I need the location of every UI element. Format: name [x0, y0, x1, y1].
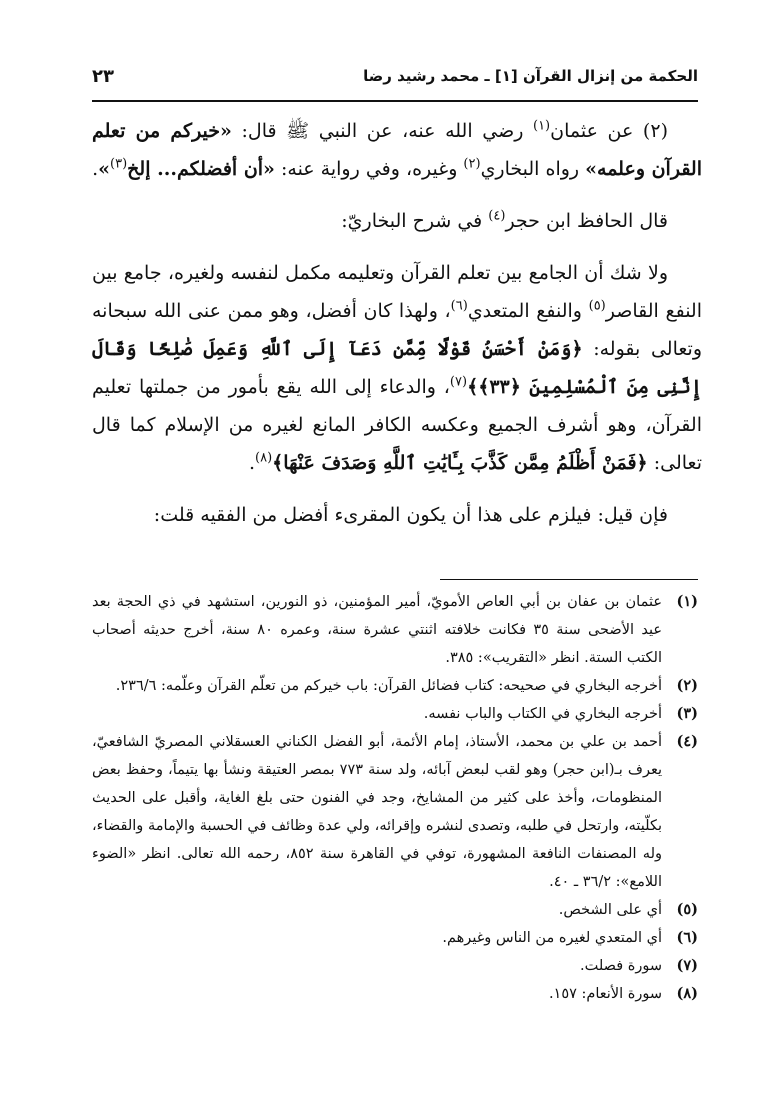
running-title: الحكمة من إنزال القرآن [١] ـ محمد رشيد رضا: [363, 67, 698, 85]
footnote-number: (٥): [676, 901, 698, 918]
footnote-ref: (٥): [588, 298, 606, 314]
footnotes: [92, 588, 698, 1008]
footnote-number: (٧): [676, 957, 698, 974]
quran-verse: ﴿فَمَنْ أَظْلَمُ مِمَّن كَذَّبَ بِـَٔايَٰتِ ٱللَّهِ وَصَدَفَ عَنْهَا﴾: [272, 452, 648, 474]
text-run: رواه البخاري: [480, 158, 586, 180]
footnote-divider: [440, 579, 698, 580]
footnote-text: سورة فصلت.: [579, 958, 662, 974]
footnote-text: أخرجه البخاري في صحيحه: كتاب فضائل القرآن: باب خيركم من تعلّم القرآن وعلّمه: ٢٣٦/٦.: [115, 678, 662, 694]
text-run: .: [248, 452, 255, 474]
footnote: [92, 896, 698, 924]
footnote: [92, 672, 698, 700]
footnote-ref: (٧): [449, 374, 468, 390]
text-run: ، ولهذا كان أفضل، وهو ممن عنى الله سبحانه وتعالى بقوله:: [92, 300, 702, 360]
footnote-text: عثمان بن عفان بن أبي العاص الأمويّ، أمير المؤمنين، ذو النورين، استشهد في ذي الحجة بعد عيد الأضحى سنة ٣٥ فكانت خلافته اثنتي عشرة سنة، وعمره ٨٠ سنة، أخرج حديثه أصحاب الكتب الستة. انظر «التقريب»: ٣٨٥.: [92, 594, 662, 666]
hadith-quote: «خيركم من تعلم القرآن وعلمه»: [92, 120, 702, 180]
text-run: فإن قيل: فيلزم على هذا أن يكون المقرىء أفضل من الفقيه قلت:: [153, 504, 668, 526]
text-run: ، والدعاء إلى الله يقع بأمور من جملتها تعليم القرآن، وهو أشرف الجميع وعكسه الكافر المانع لغيره من الإسلام كما قال تعالى:: [92, 376, 702, 474]
footnote: [92, 952, 698, 980]
footnote-ref: (٤): [488, 208, 506, 224]
item-number: (٢): [642, 120, 668, 142]
footnote-text: أي على الشخص.: [558, 902, 662, 918]
footnote-ref: (٨): [255, 450, 273, 466]
footnote-number: (٣): [676, 705, 698, 722]
text-run: قال الحافظ ابن حجر: [505, 210, 668, 232]
footnote: [92, 700, 698, 728]
footnote-number: (٤): [676, 733, 698, 750]
footnote-text: أخرجه البخاري في الكتاب والباب نفسه.: [423, 706, 662, 722]
footnote-ref: (٢): [463, 156, 481, 172]
footnote-text: سورة الأنعام: ١٥٧.: [548, 986, 662, 1002]
text-run: .: [92, 158, 99, 180]
footnote-number: (٨): [676, 985, 698, 1002]
text-run: رضي الله عنه، عن النبي ﷺ قال:: [231, 120, 533, 142]
footnote-number: (١): [676, 593, 698, 610]
page-header: [92, 58, 698, 94]
hadith-quote-close: »: [98, 158, 111, 180]
footnote-ref: (٣): [110, 156, 128, 172]
text-run: وغيره، وفي رواية عنه:: [274, 158, 464, 180]
paragraph-ibn-hajar: [92, 202, 702, 240]
paragraph-hadith: [92, 112, 702, 188]
footnote: [92, 728, 698, 896]
footnote-number: (٦): [676, 929, 698, 946]
text-run: والنفع المتعدي: [467, 300, 589, 322]
text-run: عن عثمان: [550, 120, 643, 142]
paragraph-question: [92, 496, 702, 534]
footnote: [92, 588, 698, 672]
paragraph-commentary: [92, 254, 702, 482]
quran-verse: ﴿وَمَنْ أَحْسَنُ قَوْلًا مِّمَّن دَعَآ إِلَى ٱللَّهِ وَعَمِلَ صَٰلِحًا وَقَالَ إِنَّنِى مِنَ ٱلْمُسْلِمِينَ ﴿٣٣﴾﴾: [92, 338, 702, 398]
footnote-ref: (١): [532, 118, 551, 134]
footnote: [92, 924, 698, 952]
footnote-text: أي المتعدي لغيره من الناس وغيرهم.: [442, 930, 662, 946]
footnote: [92, 980, 698, 1008]
footnote-number: (٢): [676, 677, 698, 694]
page-number: ٢٣: [92, 65, 114, 87]
header-divider: [92, 100, 698, 102]
footnote-ref: (٦): [450, 298, 468, 314]
hadith-quote: «أن أفضلكم... إلخ: [127, 158, 275, 180]
main-text: [92, 112, 702, 534]
text-run: ولا شك أن الجامع بين تعلم القرآن وتعليمه مكمل لنفسه ولغيره، جامع بين النفع القاصر: [92, 262, 703, 322]
text-run: في شرح البخاريّ:: [341, 210, 489, 232]
footnote-text: أحمد بن علي بن محمد، الأستاذ، إمام الأئمة، أبو الفضل الكناني العسقلاني المصريّ الشافعيّ، يعرف بـ(ابن حجر) وهو لقب لبعض آبائه، ولد سنة ٧٧٣ بمصر العتيقة ونشأ بها يتيماً، وحفظ بعض المنظومات، وأخذ على كثير من المشايخ، وجد في الفنون حتى بلغ الغاية، وأقبل على الحديث بكلّيته، وارتحل في طلبه، وتصدى لنشره وإقرائه، ولي عدة وظائف في الحسبة والإمامة والقضاء، وله المصنفات النافعة المشهورة، توفي في القاهرة سنة ٨٥٢، رحمه الله تعالى. انظر «الضوء اللامع»: ٣٦/٢ ـ ٤٠.: [92, 734, 663, 890]
